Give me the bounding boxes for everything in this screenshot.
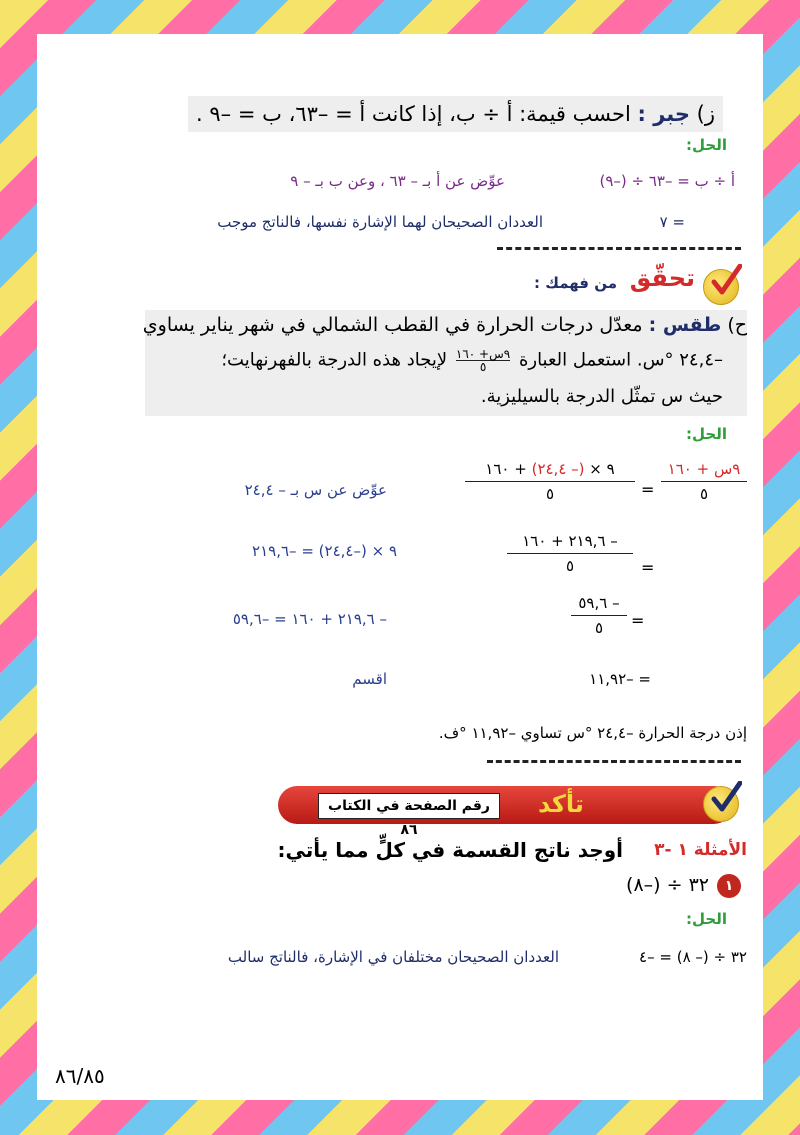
solution-label-ex1: الحل:: [686, 910, 727, 928]
examples-instruction: أوجد ناتج القسمة في كلٍّ مما يأتي:: [277, 838, 623, 862]
problem-h-keyword: طقس :: [648, 314, 722, 336]
step4-result: = –١١,٩٢: [589, 670, 651, 688]
exercise-1-solution: ٣٢ ÷ (– ٨) = –٤: [639, 948, 747, 966]
check-icon: [703, 269, 739, 305]
step2-fraction: – ٢١٩,٦ + ١٦٠ ٥: [507, 530, 633, 577]
problem-z-label: ز): [696, 102, 715, 126]
h-note-1: عوِّض عن س بـ – ٢٤,٤: [244, 481, 387, 499]
problem-h-line1: ح) طقس : معدّل درجات الحرارة في القطب الشمالي في شهر يناير يساوي: [142, 314, 747, 336]
equals-2: =: [641, 558, 655, 577]
exercise-1-number: ١: [717, 874, 741, 898]
z-note-1: عوِّض عن أ بـ – ٦٣ ، وعن ب بـ – ٩: [290, 172, 505, 190]
problem-h-line2: –٢٤,٤ °س. استعمل العبارة ٩س+ ١٦٠ ٥ لإيجاد هذه الدرجة بالفهرنهايت؛: [221, 347, 723, 374]
h-conclusion: إذن درجة الحرارة –٢٤,٤ °س تساوي –١١,٩٢ °ف.: [438, 724, 747, 742]
equals-3: =: [631, 611, 645, 630]
step1-lhs-fraction: ٩س + ١٦٠ ٥: [661, 458, 747, 505]
expression-fraction: ٩س+ ١٦٠ ٥: [455, 347, 511, 374]
equals-1: =: [641, 480, 655, 499]
exercise-1-note: العددان الصحيحان مختلفان في الإشارة، فالناتج سالب: [227, 948, 559, 966]
confirm-banner: [278, 786, 733, 838]
check-understanding-title: تحقّق: [629, 264, 695, 292]
solution-label-z: الحل:: [686, 136, 727, 154]
problem-z-text: احسب قيمة: أ ÷ ب، إذا كانت أ = –٦٣، ب = –٩ .: [196, 102, 631, 126]
h-note-3: – ٢١٩,٦ + ١٦٠ = –٥٩,٦: [232, 610, 387, 628]
examples-label: الأمثلة ١ -٣: [654, 840, 747, 860]
h-note-2: ٩ × (–٢٤,٤) = –٢١٩,٦: [252, 542, 397, 560]
page-number: ٨٦/٨٥: [55, 1064, 105, 1088]
exercise-1-expression: ٣٢ ÷ (–٨): [626, 874, 709, 896]
divider-2: [487, 760, 741, 763]
divider-1: [497, 247, 741, 250]
step3-fraction: – ٥٩,٦ ٥: [571, 592, 627, 639]
problem-z-keyword: جبر :: [637, 102, 690, 126]
problem-h-line3: حيث س تمثّل الدرجة بالسيليزية.: [480, 386, 723, 407]
problem-h-label: ح): [727, 314, 747, 336]
h-note-4: اقسم: [352, 670, 387, 688]
solution-label-h: الحل:: [686, 425, 727, 443]
check-understanding-subtitle: من فهمك :: [534, 274, 617, 292]
z-note-2: العددان الصحيحان لهما الإشارة نفسها، فالناتج موجب: [217, 213, 543, 231]
problem-z: [188, 96, 723, 132]
confirm-check-icon: [703, 786, 739, 822]
confirm-title: تأكد: [538, 790, 584, 818]
page-sheet: [37, 34, 763, 1100]
z-equation-1: أ ÷ ب = –٦٣ ÷ (–٩): [599, 172, 735, 190]
book-page-ref: رقم الصفحة في الكتاب ٨٦: [318, 793, 500, 819]
z-equation-2: = ٧: [659, 213, 685, 231]
step1-rhs-fraction: ٩ × (– ٢٤,٤) + ١٦٠ ٥: [465, 458, 635, 505]
